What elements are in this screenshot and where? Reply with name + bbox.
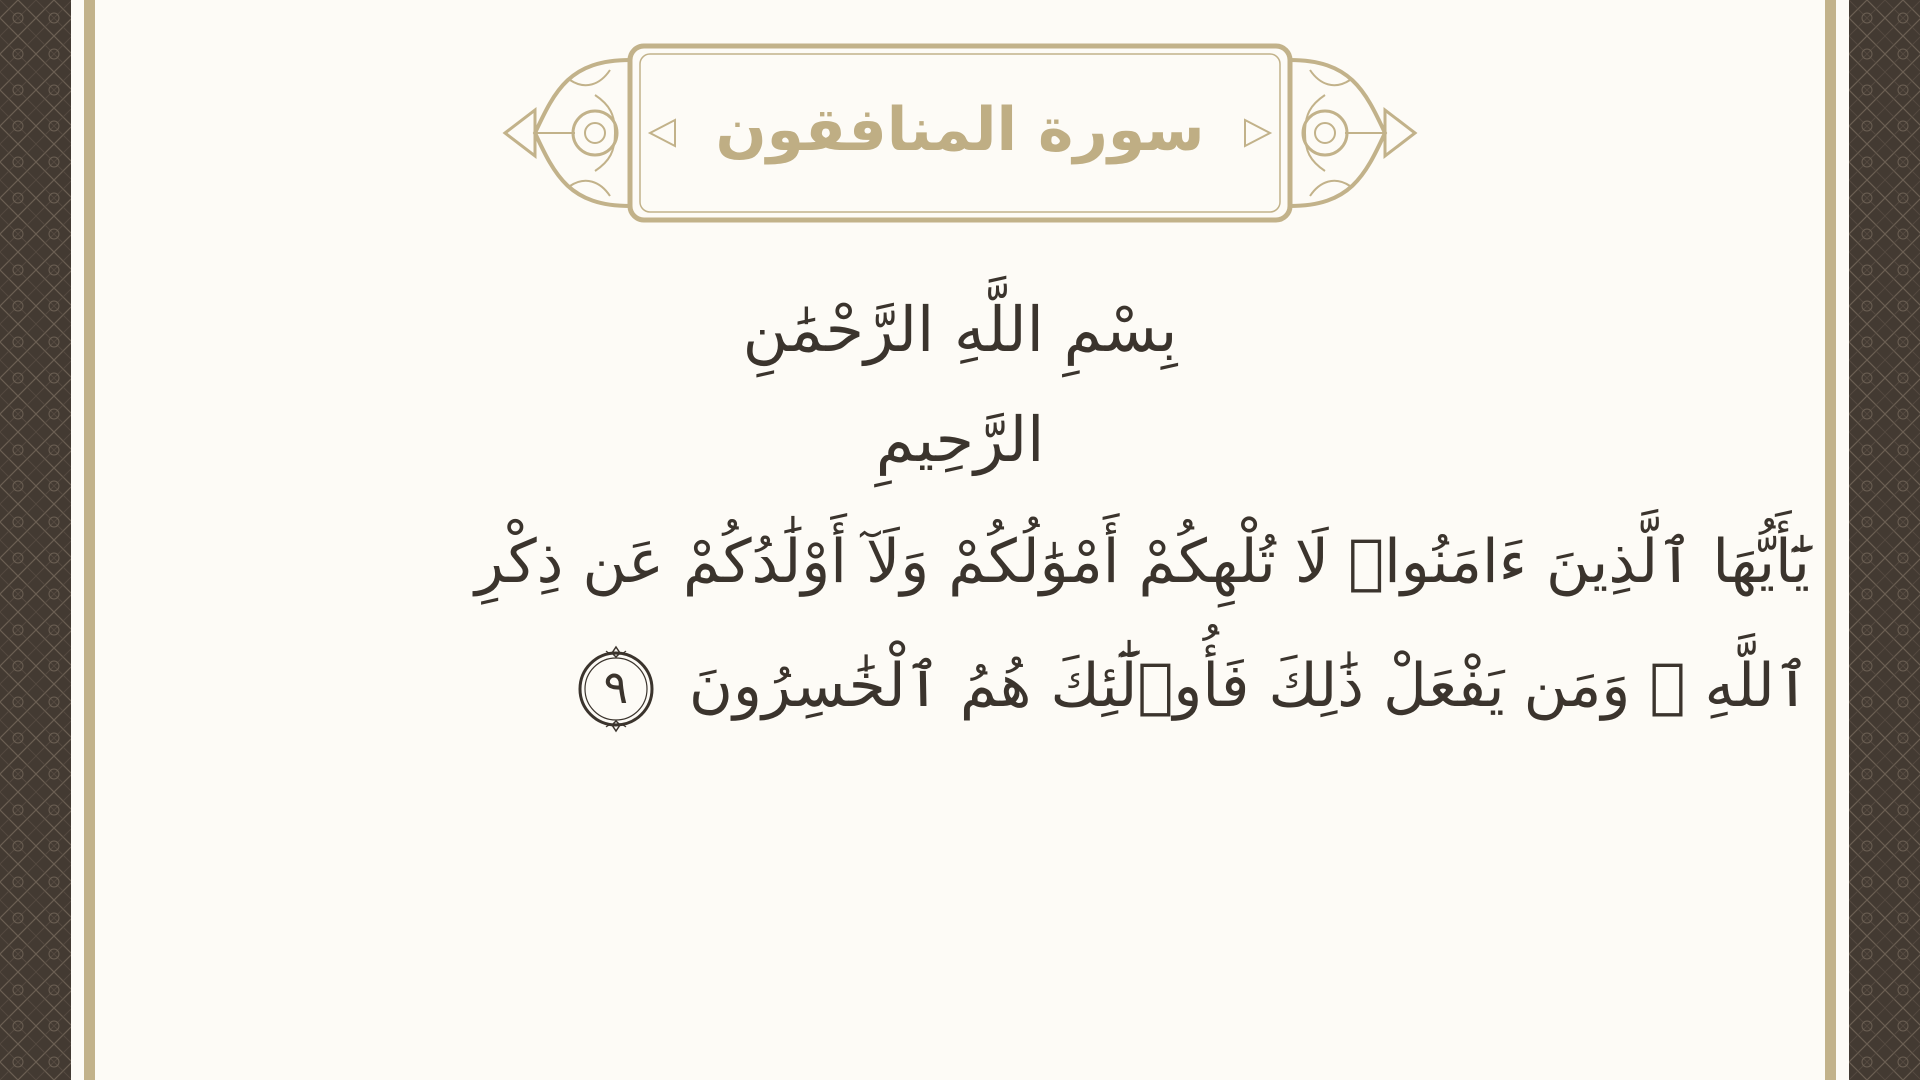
right-gold-rule <box>1825 0 1836 1080</box>
ayah-text: يَٰٓأَيُّهَا ٱلَّذِينَ ءَامَنُوا۟ لَا تُلْهِكُمْ أَمْوَٰلُكُمْ وَلَآ أَوْلَٰدُكُمْ عَن ذِكْرِ ٱللَّهِ ۚ وَمَن يَفْعَلْ ذَٰلِكَ فَأُو۟لَٰٓئِكَ هُمُ ٱلْخَٰسِرُونَ <box>475 527 1810 721</box>
ayah-end-marker <box>572 645 660 733</box>
left-border-pattern <box>0 0 71 1080</box>
surah-title-frame <box>500 40 1420 226</box>
right-border-pattern <box>1849 0 1920 1080</box>
geometric-pattern-icon <box>1849 0 1920 1080</box>
geometric-pattern-icon <box>0 0 71 1080</box>
basmala: بِسْمِ اللَّهِ الرَّحْمَٰنِ الرَّحِيمِ <box>742 293 1178 476</box>
left-gold-rule <box>84 0 95 1080</box>
ayah-verse <box>430 500 1810 748</box>
ayah-number: ٩ <box>603 660 629 715</box>
surah-title: سورة المنافقون <box>715 95 1205 165</box>
